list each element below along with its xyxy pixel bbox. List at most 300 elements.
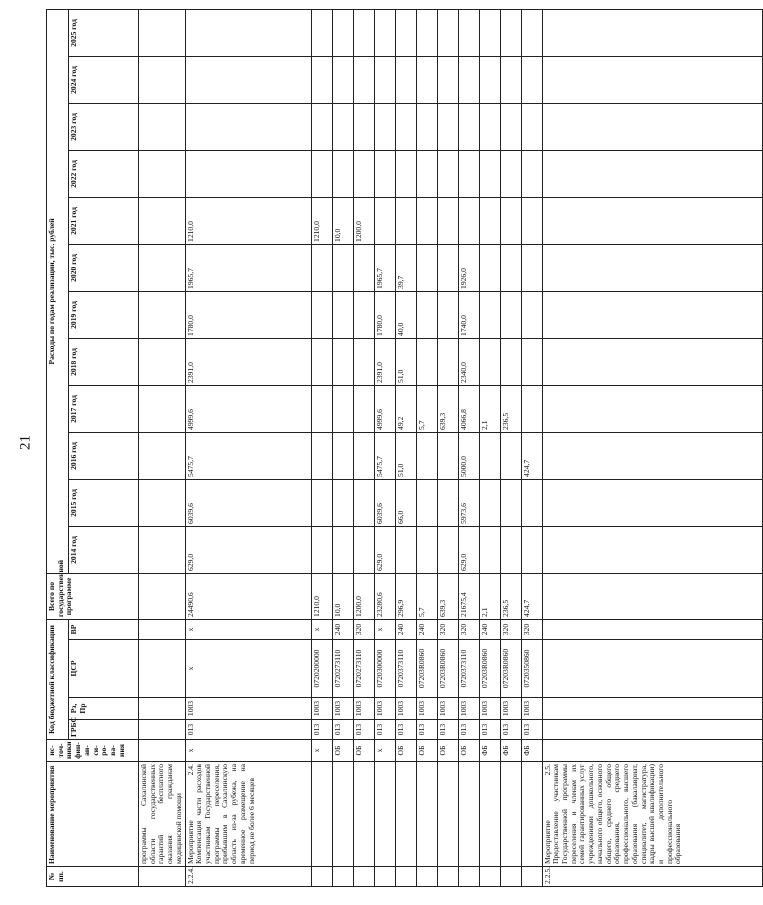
cell-year: [139, 103, 186, 150]
cell-year: [479, 244, 500, 291]
cell-rzpr: 1003: [479, 698, 500, 720]
cell-year: 5,7: [416, 385, 437, 432]
cell-year: [395, 150, 416, 197]
header-year: 2016 год: [69, 432, 139, 479]
cell-year: [500, 291, 521, 338]
cell-rzpr: 1003: [458, 698, 479, 720]
table-row: [500, 9, 521, 886]
cell-grbs: 013: [416, 720, 437, 740]
cell-src: ФБ: [521, 740, 542, 762]
cell-grbs: 013: [374, 720, 395, 740]
cell-year: [311, 526, 332, 573]
header-total: Всего по государственной программе: [47, 573, 139, 619]
cell-year: [542, 338, 762, 385]
cell-year: [479, 197, 500, 244]
cell-year: [542, 103, 762, 150]
cell-grbs: 013: [479, 720, 500, 740]
cell-year: [479, 291, 500, 338]
cell-grbs: 013: [332, 720, 353, 740]
cell-year: [185, 9, 311, 56]
cell-num: [416, 867, 437, 887]
cell-year: [374, 9, 395, 56]
cell-year: 2,1: [479, 385, 500, 432]
cell-year: 629,0: [458, 526, 479, 573]
cell-year: [395, 9, 416, 56]
table-row: [374, 9, 395, 886]
cell-year: 1210,0: [311, 197, 332, 244]
cell-year: 1965,7: [374, 244, 395, 291]
cell-year: [458, 103, 479, 150]
cell-year: [437, 338, 458, 385]
header-source: ис-точ-ники фин-ан-си-ро-ва-ния: [47, 740, 139, 762]
cell-year: [139, 244, 186, 291]
cell-src: х: [311, 740, 332, 762]
cell-num: [139, 867, 186, 887]
cell-rzpr: [542, 698, 762, 720]
cell-src: [542, 740, 762, 762]
cell-year: [353, 9, 374, 56]
cell-year: [139, 56, 186, 103]
cell-year: [374, 197, 395, 244]
cell-year: [542, 9, 762, 56]
cell-year: [521, 526, 542, 573]
cell-csr: 07203R0860: [500, 640, 521, 698]
cell-total: 1210,0: [311, 573, 332, 619]
cell-year: [521, 103, 542, 150]
cell-name: [479, 762, 500, 867]
table-row: [458, 9, 479, 886]
header-grbs: ГРБС: [69, 720, 139, 740]
cell-num: [521, 867, 542, 887]
cell-year: 4999,6: [374, 385, 395, 432]
cell-year: [500, 526, 521, 573]
header-vr: ВР: [69, 619, 139, 639]
cell-year: 1740,0: [458, 291, 479, 338]
cell-year: 66,0: [395, 479, 416, 526]
cell-year: [416, 103, 437, 150]
cell-year: [311, 479, 332, 526]
cell-name: [416, 762, 437, 867]
cell-csr: 0720200000: [311, 640, 332, 698]
cell-year: [542, 150, 762, 197]
cell-grbs: 013: [458, 720, 479, 740]
header-year: 2015 год: [69, 479, 139, 526]
header-year: 2022 год: [69, 150, 139, 197]
cell-name: программы Сахалинской области государственных гарантий бесплатного оказания гражданам медицинской помощи: [139, 762, 186, 867]
cell-year: [139, 197, 186, 244]
cell-year: 2391,0: [185, 338, 311, 385]
cell-grbs: 013: [521, 720, 542, 740]
cell-year: 1210,0: [185, 197, 311, 244]
cell-year: [332, 103, 353, 150]
cell-csr: [139, 640, 186, 698]
cell-total: 23280,6: [374, 573, 395, 619]
cell-year: [479, 56, 500, 103]
cell-year: 5000,0: [458, 432, 479, 479]
cell-src: ФБ: [479, 740, 500, 762]
cell-name: Мероприятие 2.4. Компенсация части расходов участникам Государственной программы переселения, прибывшим в Сахалинскую область из-за рубежа, на временное размещение на период не более 6 месяцев: [185, 762, 311, 867]
cell-src: ОБ: [458, 740, 479, 762]
cell-year: [542, 291, 762, 338]
cell-year: [479, 9, 500, 56]
cell-year: [395, 197, 416, 244]
cell-year: [311, 338, 332, 385]
cell-year: [139, 432, 186, 479]
cell-year: [416, 9, 437, 56]
cell-year: [395, 56, 416, 103]
cell-year: 5475,7: [374, 432, 395, 479]
cell-year: [416, 56, 437, 103]
header-year: 2025 год: [69, 9, 139, 56]
cell-year: [311, 56, 332, 103]
cell-name: [458, 762, 479, 867]
cell-num: [374, 867, 395, 887]
cell-year: 5475,7: [185, 432, 311, 479]
cell-year: [437, 526, 458, 573]
cell-year: [353, 244, 374, 291]
cell-name: [353, 762, 374, 867]
table-row: [332, 9, 353, 886]
cell-csr: 0720300000: [374, 640, 395, 698]
cell-src: ОБ: [353, 740, 374, 762]
cell-vr: 240: [395, 619, 416, 639]
table-header: [47, 9, 139, 886]
cell-year: [521, 150, 542, 197]
cell-src: ОБ: [437, 740, 458, 762]
cell-year: 4999,6: [185, 385, 311, 432]
cell-grbs: 013: [500, 720, 521, 740]
cell-year: [139, 385, 186, 432]
table-row: [521, 9, 542, 886]
cell-num: [458, 867, 479, 887]
cell-year: [500, 338, 521, 385]
cell-year: 639,3: [437, 385, 458, 432]
cell-vr: 320: [437, 619, 458, 639]
header-year: 2014 год: [69, 526, 139, 573]
cell-year: [521, 244, 542, 291]
cell-year: [416, 526, 437, 573]
header-year: 2020 год: [69, 244, 139, 291]
cell-vr: 320: [458, 619, 479, 639]
rotated-page: [46, 14, 683, 887]
cell-year: 6039,6: [374, 479, 395, 526]
cell-year: [332, 56, 353, 103]
table-row: [353, 9, 374, 886]
cell-year: [500, 9, 521, 56]
table-row: [139, 9, 186, 886]
cell-year: [353, 103, 374, 150]
cell-year: 1780,0: [374, 291, 395, 338]
cell-src: ОБ: [332, 740, 353, 762]
cell-year: [500, 103, 521, 150]
cell-year: 629,0: [185, 526, 311, 573]
cell-csr: х: [185, 640, 311, 698]
cell-year: [311, 103, 332, 150]
cell-year: 6039,6: [185, 479, 311, 526]
cell-name: [311, 762, 332, 867]
cell-year: [458, 56, 479, 103]
cell-year: [139, 291, 186, 338]
cell-vr: [542, 619, 762, 639]
cell-name: [500, 762, 521, 867]
cell-year: [500, 479, 521, 526]
table-row: [416, 9, 437, 886]
cell-year: [479, 103, 500, 150]
cell-src: ОБ: [395, 740, 416, 762]
cell-rzpr: [139, 698, 186, 720]
cell-total: 21675,4: [458, 573, 479, 619]
header-budget-codes: Код бюджетной классификации: [47, 619, 69, 739]
cell-year: [500, 56, 521, 103]
cell-rzpr: 1003: [416, 698, 437, 720]
cell-num: [311, 867, 332, 887]
header-num: № пп.: [47, 867, 139, 887]
cell-year: [437, 479, 458, 526]
header-year: 2021 год: [69, 197, 139, 244]
table-row: [185, 9, 311, 886]
header-csr: ЦСР: [69, 640, 139, 698]
cell-vr: х: [374, 619, 395, 639]
cell-grbs: 013: [395, 720, 416, 740]
cell-total: 639,3: [437, 573, 458, 619]
cell-year: [437, 9, 458, 56]
cell-year: [311, 432, 332, 479]
cell-year: [139, 479, 186, 526]
cell-csr: 07203R0860: [437, 640, 458, 698]
cell-year: [332, 150, 353, 197]
cell-grbs: 013: [437, 720, 458, 740]
cell-year: 2340,0: [458, 338, 479, 385]
cell-year: 1926,0: [458, 244, 479, 291]
cell-year: 39,7: [395, 244, 416, 291]
header-rzpr: Рз, Пр: [69, 698, 139, 720]
cell-total: 24490,6: [185, 573, 311, 619]
cell-vr: х: [311, 619, 332, 639]
cell-grbs: [542, 720, 762, 740]
cell-year: [185, 103, 311, 150]
cell-year: [521, 385, 542, 432]
cell-total: 1200,0: [353, 573, 374, 619]
cell-name: [521, 762, 542, 867]
cell-year: [332, 526, 353, 573]
cell-year: [479, 432, 500, 479]
cell-total: 296,9: [395, 573, 416, 619]
cell-year: 5973,6: [458, 479, 479, 526]
cell-csr: 0720273110: [332, 640, 353, 698]
cell-year: [395, 103, 416, 150]
cell-year: 629,0: [374, 526, 395, 573]
cell-year: [332, 338, 353, 385]
cell-vr: 240: [416, 619, 437, 639]
cell-year: [458, 150, 479, 197]
cell-total: 424,7: [521, 573, 542, 619]
cell-year: [185, 56, 311, 103]
cell-year: [353, 432, 374, 479]
cell-src: ОБ: [416, 740, 437, 762]
cell-rzpr: 1003: [395, 698, 416, 720]
cell-year: [458, 197, 479, 244]
cell-grbs: 013: [311, 720, 332, 740]
cell-year: [311, 150, 332, 197]
cell-year: 424,7: [521, 432, 542, 479]
cell-year: 236,5: [500, 385, 521, 432]
cell-year: [416, 197, 437, 244]
cell-year: 51,0: [395, 338, 416, 385]
cell-year: 51,0: [395, 432, 416, 479]
table-row: [395, 9, 416, 886]
cell-year: [353, 291, 374, 338]
cell-year: [416, 432, 437, 479]
cell-year: [479, 526, 500, 573]
cell-year: [500, 244, 521, 291]
cell-num: [500, 867, 521, 887]
cell-year: 4066,8: [458, 385, 479, 432]
header-year: 2019 год: [69, 291, 139, 338]
cell-year: [374, 103, 395, 150]
cell-year: [353, 338, 374, 385]
cell-csr: 0720373110: [395, 640, 416, 698]
cell-vr: [139, 619, 186, 639]
cell-grbs: 013: [353, 720, 374, 740]
cell-year: 1965,7: [185, 244, 311, 291]
cell-year: [500, 197, 521, 244]
cell-year: [332, 244, 353, 291]
cell-name: Мероприятие 2.5. Предоставление участникам Государственной программы переселения и членам их семей гарантированных услуг учреждениями дошкольного, начального общего, основного общего, среднего общего образования, среднего профессионального, высшего образования (бакалавриат, специалитет, магистратура, кадры высшей квалификации) и дополнительного профессионального образования: [542, 762, 762, 867]
header-year: 2017 год: [69, 385, 139, 432]
budget-table: [46, 9, 763, 887]
cell-year: [311, 291, 332, 338]
cell-src: ФБ: [500, 740, 521, 762]
cell-rzpr: 1003: [311, 698, 332, 720]
cell-year: [311, 385, 332, 432]
cell-year: 10,0: [332, 197, 353, 244]
cell-total: [542, 573, 762, 619]
cell-year: [521, 56, 542, 103]
cell-year: 40,0: [395, 291, 416, 338]
cell-year: [139, 338, 186, 385]
cell-year: [353, 56, 374, 103]
header-name: Наименование мероприятия: [47, 762, 139, 867]
cell-year: [437, 103, 458, 150]
cell-num: 2.2.4.: [185, 867, 311, 887]
cell-year: [521, 479, 542, 526]
cell-csr: 07203R0860: [416, 640, 437, 698]
header-year: 2023 год: [69, 103, 139, 150]
cell-year: [479, 338, 500, 385]
cell-num: [437, 867, 458, 887]
cell-year: 1780,0: [185, 291, 311, 338]
header-year: 2024 год: [69, 56, 139, 103]
header-expenses: Расходы по годам реализации, тыс. рублей: [47, 9, 69, 573]
cell-year: [416, 150, 437, 197]
cell-year: [500, 432, 521, 479]
cell-num: 2.2.5.: [542, 867, 762, 887]
table-body: [139, 9, 763, 886]
table-row: [437, 9, 458, 886]
cell-rzpr: 1003: [185, 698, 311, 720]
cell-src: х: [185, 740, 311, 762]
cell-year: 49,2: [395, 385, 416, 432]
cell-year: [311, 9, 332, 56]
table-row: [311, 9, 332, 886]
cell-rzpr: 1003: [353, 698, 374, 720]
cell-total: 2,1: [479, 573, 500, 619]
cell-name: [395, 762, 416, 867]
cell-year: [416, 244, 437, 291]
cell-year: [500, 150, 521, 197]
cell-year: [139, 9, 186, 56]
cell-year: [416, 479, 437, 526]
cell-year: [395, 526, 416, 573]
cell-vr: 320: [521, 619, 542, 639]
cell-csr: 0720273110: [353, 640, 374, 698]
cell-year: [521, 9, 542, 56]
cell-year: [353, 150, 374, 197]
cell-rzpr: 1003: [521, 698, 542, 720]
cell-year: [437, 56, 458, 103]
cell-year: [542, 526, 762, 573]
cell-name: [374, 762, 395, 867]
cell-vr: 320: [500, 619, 521, 639]
cell-year: [353, 479, 374, 526]
cell-total: 236,5: [500, 573, 521, 619]
cell-vr: х: [185, 619, 311, 639]
cell-year: [521, 291, 542, 338]
cell-vr: 240: [332, 619, 353, 639]
cell-year: [332, 385, 353, 432]
cell-csr: 07203R0860: [479, 640, 500, 698]
cell-year: [416, 338, 437, 385]
cell-vr: 320: [353, 619, 374, 639]
cell-year: [437, 432, 458, 479]
page-number: 21: [17, 435, 34, 450]
cell-year: [139, 526, 186, 573]
cell-csr: [542, 640, 762, 698]
cell-total: 10,0: [332, 573, 353, 619]
cell-num: [395, 867, 416, 887]
cell-name: [437, 762, 458, 867]
cell-year: [437, 291, 458, 338]
cell-total: [139, 573, 186, 619]
cell-name: [332, 762, 353, 867]
cell-year: [437, 197, 458, 244]
cell-year: [542, 197, 762, 244]
cell-year: [458, 9, 479, 56]
cell-year: [542, 56, 762, 103]
cell-src: х: [374, 740, 395, 762]
header-year: 2018 год: [69, 338, 139, 385]
cell-year: [139, 150, 186, 197]
cell-num: [479, 867, 500, 887]
cell-year: [521, 197, 542, 244]
cell-year: [374, 150, 395, 197]
cell-total: 5,7: [416, 573, 437, 619]
cell-year: [311, 244, 332, 291]
cell-year: [542, 432, 762, 479]
cell-year: 1200,0: [353, 197, 374, 244]
cell-grbs: [139, 720, 186, 740]
cell-year: [332, 9, 353, 56]
cell-year: [332, 479, 353, 526]
cell-year: [185, 150, 311, 197]
cell-year: [542, 479, 762, 526]
cell-year: [353, 526, 374, 573]
cell-src: [139, 740, 186, 762]
cell-year: [542, 385, 762, 432]
cell-rzpr: 1003: [374, 698, 395, 720]
cell-year: [332, 432, 353, 479]
cell-year: 2391,0: [374, 338, 395, 385]
